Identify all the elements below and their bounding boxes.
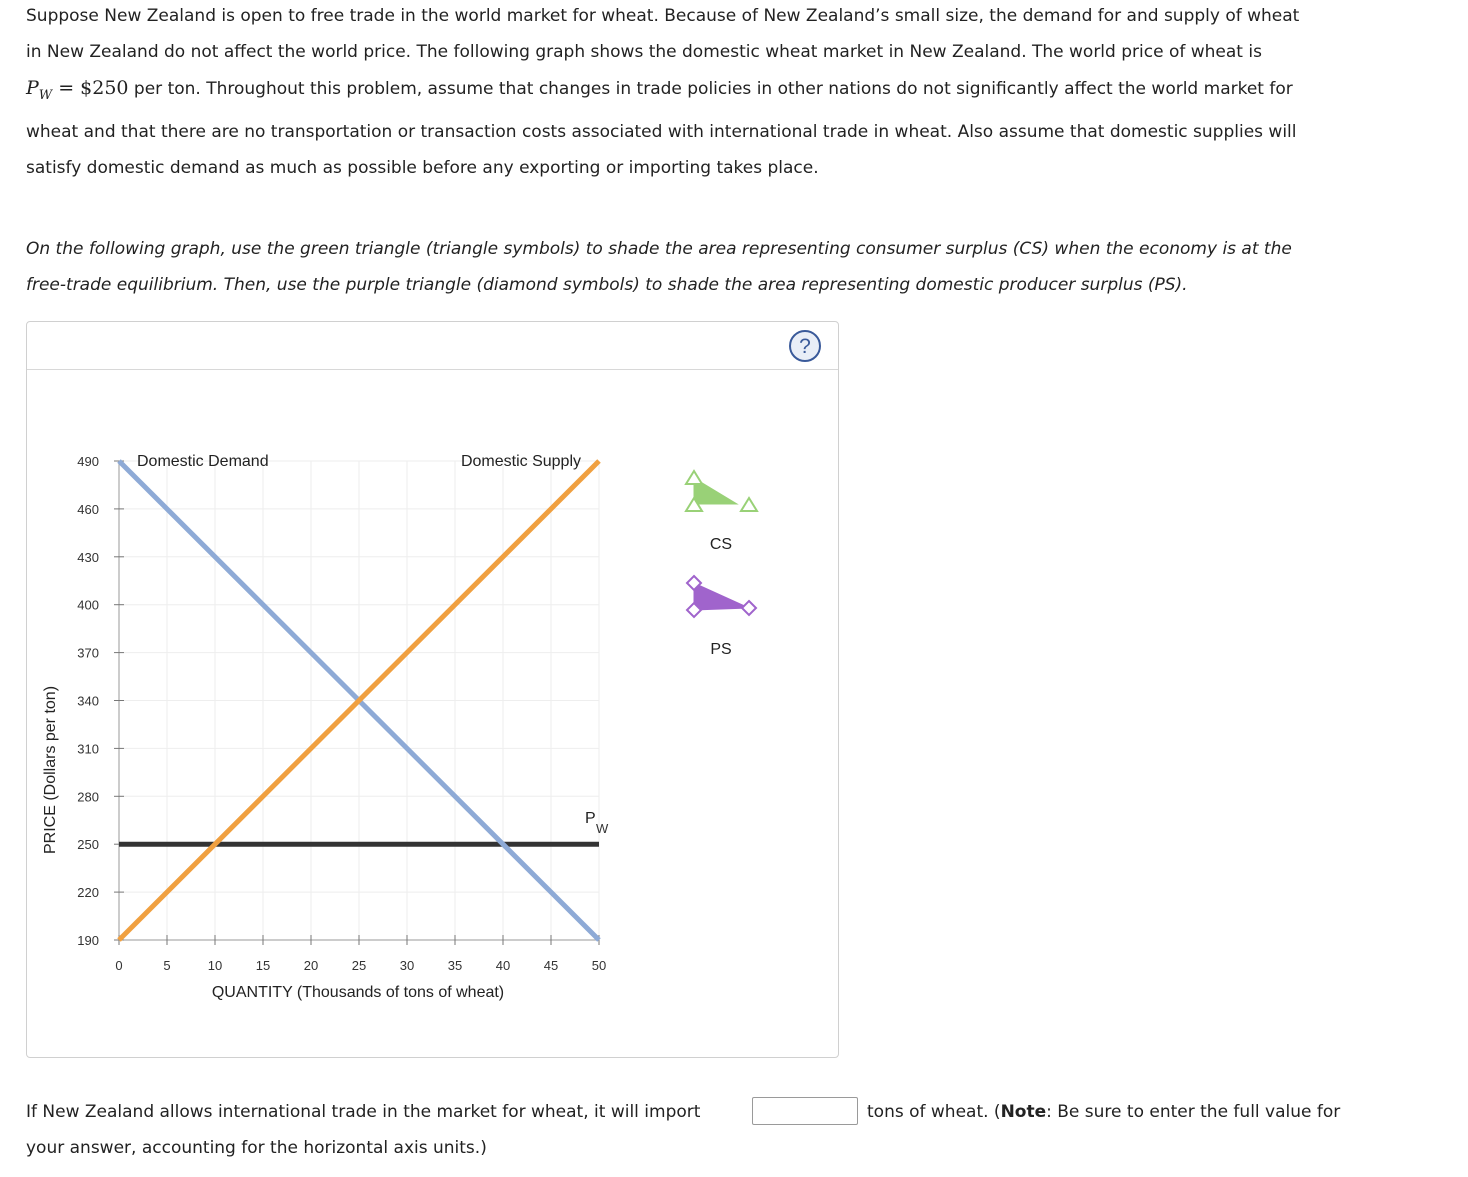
- chart-labels: [137, 453, 609, 836]
- graph-panel-header: [27, 322, 838, 370]
- world-price-label-sub: W: [596, 821, 609, 837]
- question-icon[interactable]: [789, 330, 821, 362]
- y-tick-label: 370: [77, 645, 99, 661]
- supply-label: Domestic Supply: [460, 453, 581, 470]
- y-tick-label: 310: [77, 741, 99, 757]
- world-price-value: = $250: [52, 77, 129, 99]
- import-quantity-input[interactable]: [752, 1097, 858, 1125]
- ps-triangle-shape[interactable]: [694, 583, 749, 610]
- instructions-line-1: On the following graph, use the green triangle (triangle symbols) to shade the area representing consumer surplus (CS) when the economy is at the: [26, 239, 1292, 259]
- y-axis-title: PRICE (Dollars per ton): [42, 685, 59, 855]
- y-tick-label: 430: [77, 549, 99, 565]
- y-tick-label: 190: [77, 933, 99, 948]
- problem-text: [26, 0, 1426, 186]
- y-tick-label: 400: [77, 597, 99, 613]
- cs-vertex-top-marker[interactable]: [686, 471, 702, 484]
- ps-label: PS: [710, 641, 732, 658]
- cs-tool[interactable]: [686, 471, 757, 553]
- x-tick-label: 40: [495, 958, 511, 973]
- question-part-2: tons of wheat. (Note: Be sure to enter the full value for: [867, 1102, 1341, 1122]
- cs-vertex-right-marker[interactable]: [741, 498, 757, 511]
- demand-label: Domestic Demand: [137, 453, 269, 470]
- y-tick-label: 220: [77, 885, 99, 901]
- question-part-1: If New Zealand allows international trade in the market for wheat, it will import: [26, 1102, 701, 1122]
- problem-line-1: Suppose New Zealand is open to free trade in the world market for wheat. Because of New Zealand’s small size, the demand for and supply of wheat: [26, 6, 1300, 26]
- x-axis-title: QUANTITY (Thousands of tons of wheat): [211, 984, 505, 1001]
- graph-panel: [26, 321, 839, 1058]
- instructions-text: [26, 231, 1426, 303]
- y-tick-label: 250: [77, 837, 99, 853]
- note-label: Note: [1000, 1102, 1047, 1122]
- x-tick-label: 25: [351, 958, 367, 973]
- x-tick-label: 15: [255, 958, 271, 973]
- chart: [27, 370, 838, 1056]
- world-price-label: P: [585, 810, 596, 828]
- x-tick-label: 30: [399, 958, 415, 973]
- y-tick-label: 340: [77, 693, 99, 709]
- instructions-line-2: free-trade equilibrium. Then, use the purple triangle (diamond symbols) to shade the area representing domestic producer surplus (PS).: [26, 275, 1188, 295]
- x-tick-label: 35: [447, 958, 463, 973]
- y-tick-label: 460: [77, 501, 99, 517]
- ps-vertex-right-marker[interactable]: [742, 601, 756, 615]
- world-price-symbol: $P_W$: [26, 77, 53, 103]
- problem-line-5: satisfy domestic demand as much as possible before any exporting or importing takes place.: [26, 157, 819, 178]
- svg-text:?: ?: [799, 335, 811, 358]
- problem-line-2: in New Zealand do not affect the world price. The following graph shows the domestic wheat market in New Zealand. The world price of wheat is: [26, 42, 1262, 62]
- question-line-2: your answer, accounting for the horizontal axis units.): [26, 1138, 487, 1158]
- x-tick-label: 45: [543, 958, 559, 973]
- y-tick-label: 280: [77, 789, 99, 805]
- ps-tool[interactable]: [687, 576, 756, 658]
- problem-line-4: wheat and that there are no transportation or transaction costs associated with international trade in wheat. Also assume that domestic supplies will: [26, 121, 1297, 142]
- x-tick-label: 50: [591, 958, 607, 973]
- cs-label: CS: [709, 536, 733, 553]
- x-tick-label: 0: [115, 958, 123, 973]
- x-tick-label: 20: [303, 958, 319, 973]
- x-tick-label: 10: [207, 958, 223, 973]
- y-tick-label: 490: [77, 454, 99, 469]
- x-tick-label: 5: [163, 958, 171, 973]
- problem-line-3: $P_W$ = $250 per ton. Throughout this problem, assume that changes in trade policies in other nations do not significantly affect the world market for: [26, 77, 1293, 103]
